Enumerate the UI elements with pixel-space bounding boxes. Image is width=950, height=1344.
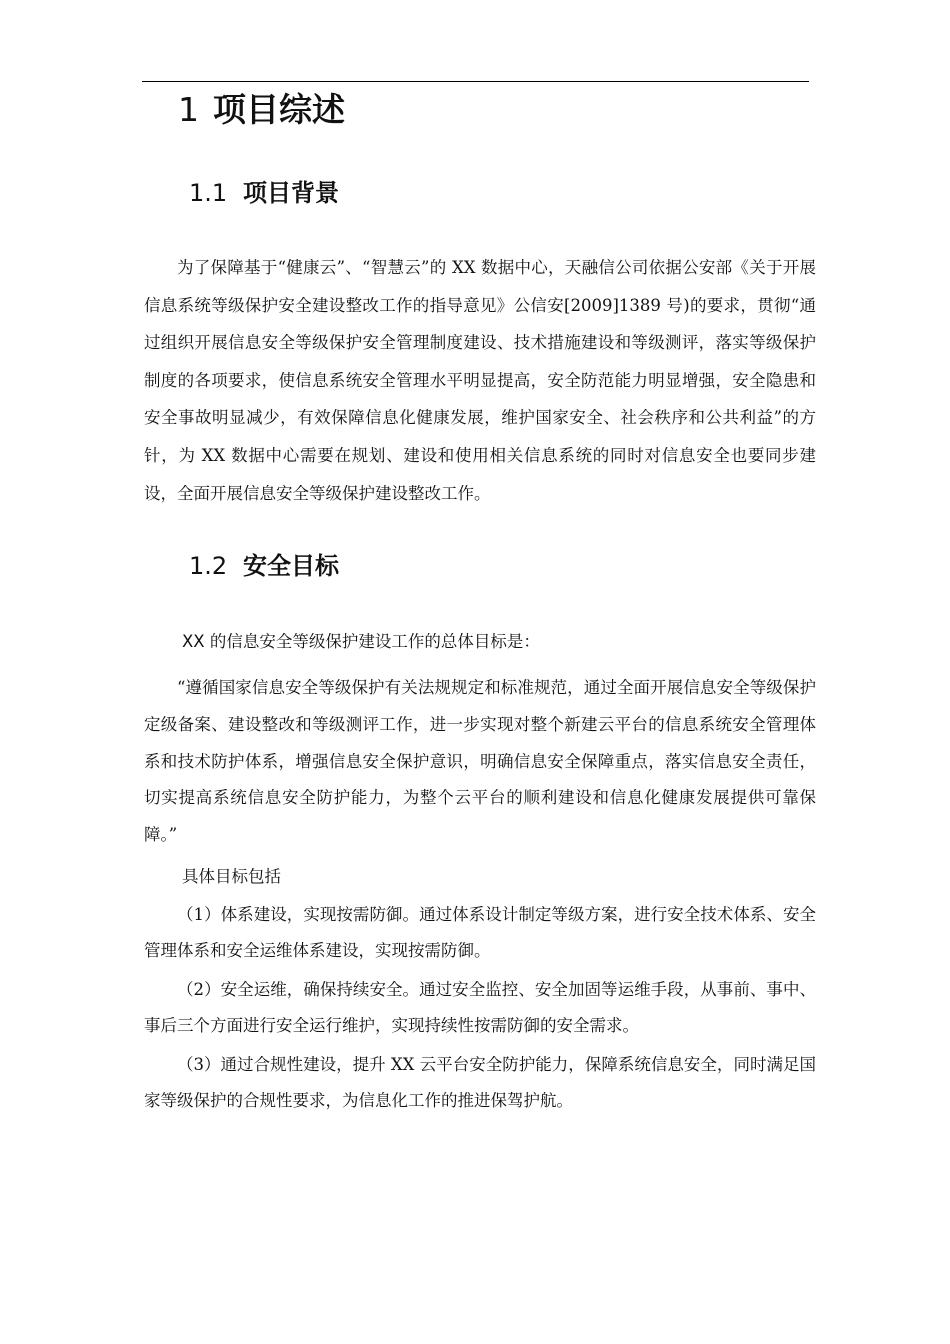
goal-item-2: （2）安全运维，确保持续安全。通过安全监控、安全加固等运维手段，从事前、事中、事后三个方面进行安全运行维护，实现持续性按需防御的安全需求。	[144, 980, 816, 1035]
goal-item-1: （1）体系建设，实现按需防御。通过体系设计制定等级方案，进行安全技术体系、安全管理体系和安全运维体系建设，实现按需防御。	[144, 905, 816, 960]
section-1-1-heading	[189, 177, 339, 209]
goal-intro: XX 的信息安全等级保护建设工作的总体目标是：	[182, 632, 540, 651]
goal-item-3: （3）通过合规性建设，提升 XX 云平台安全防护能力，保障系统信息安全，同时满足国家等级保护的合规性要求，为信息化工作的推进保驾护航。	[144, 1055, 816, 1110]
section-1-heading	[178, 88, 345, 132]
section-1-2-heading	[189, 550, 339, 582]
section-1-1-title: 项目背景	[243, 179, 339, 207]
section-1-title: 项目综述	[213, 90, 345, 129]
section-1-number: 1	[178, 90, 199, 129]
specific-goals-label: 具体目标包括	[182, 867, 281, 886]
section-1-2-number: 1.2	[189, 552, 228, 580]
background-paragraph: 为了保障基于“健康云”、“智慧云”的 XX 数据中心，天融信公司依据公安部《关于开展信息系统等级保护安全建设整改工作的指导意见》公信安[2009]1389 号)的要求，贯彻“通过组织开展信息安全等级保护安全管理制度建设、技术措施建设和等级测评，落实等级保护制度的各项要求，使信息系统安全管理水平明显提高，安全防范能力明显增强，安全隐患和安全事故明显减少，有效保障信息化健康发展，维护国家安全、社会秩序和公共利益”的方针，为 XX 数据中心需要在规划、建设和使用相关信息系统的同时对信息安全也要同步建设，全面开展信息安全等级保护建设整改工作。	[144, 258, 816, 503]
goal-quote-paragraph: “遵循国家信息安全等级保护有关法规规定和标准规范，通过全面开展信息安全等级保护定级备案、建设整改和等级测评工作，进一步实现对整个新建云平台的信息系统安全管理体系和技术防护体系，增强信息安全保护意识，明确信息安全保障重点，落实信息安全责任，切实提高系统信息安全防护能力，为整个云平台的顺利建设和信息化健康发展提供可靠保障。”	[144, 678, 816, 845]
header-rule	[142, 81, 809, 82]
section-1-2-title: 安全目标	[243, 552, 339, 580]
section-1-1-number: 1.1	[189, 179, 228, 207]
